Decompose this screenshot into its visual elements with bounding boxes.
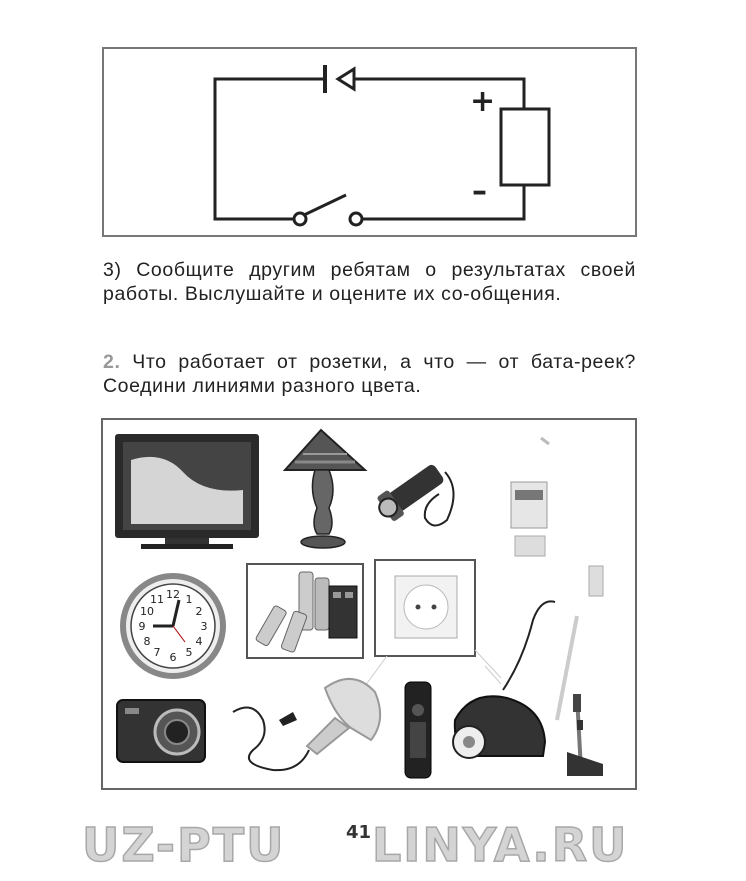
page-number: 41 — [346, 822, 372, 843]
appliances-picture-frame — [101, 418, 637, 790]
clock-number-5: 5 — [185, 646, 193, 659]
watermark-right: LINYA.RU — [372, 818, 629, 872]
clock-number-4: 4 — [195, 635, 203, 648]
circuit-diagram — [104, 49, 635, 235]
switch-contact-right — [350, 213, 362, 225]
clock-number-1: 1 — [185, 593, 193, 606]
tv-image[interactable] — [115, 434, 259, 549]
task-3-text: 3) Сообщите другим ребятам о результатах своей работы. Выслушайте и оцените их со-общения. — [103, 259, 636, 305]
digital-camera-image[interactable] — [117, 700, 205, 762]
clock-number-10: 10 — [140, 605, 154, 618]
power-source-rect — [501, 109, 549, 185]
watermark-left: UZ-PTU — [82, 818, 286, 872]
clock-number-12: 12 — [166, 588, 180, 601]
plus-sign: + — [470, 84, 496, 119]
appliances-illustration — [103, 420, 635, 788]
task-2-number: 2. — [103, 351, 121, 373]
circuit-wire-top — [353, 79, 524, 107]
task-2-text — [103, 350, 636, 398]
table-lamp-image[interactable] — [285, 430, 365, 548]
tv-remote-image[interactable] — [405, 682, 431, 778]
clock-number-6: 6 — [169, 651, 177, 664]
diode-triangle — [338, 69, 354, 89]
circuit-wire-left — [215, 79, 325, 219]
clock-number-3: 3 — [200, 620, 208, 633]
power-socket-image[interactable] — [365, 560, 501, 686]
circuit-diagram-frame — [102, 47, 637, 237]
clock-number-2: 2 — [195, 605, 203, 618]
flashlight-image[interactable] — [372, 460, 453, 526]
task-2-body: Что работает от розетки, а что — от бата-реек? Соедини линиями разного цвета. — [103, 351, 636, 397]
batteries-image[interactable] — [247, 564, 363, 658]
clock-number-11: 11 — [150, 593, 164, 606]
circuit-wire-bottom — [362, 185, 524, 219]
wall-clock-image[interactable] — [123, 576, 223, 676]
clock-number-8: 8 — [143, 635, 151, 648]
clock-number-7: 7 — [153, 646, 161, 659]
switch-lever — [304, 195, 346, 215]
clock-number-9: 9 — [138, 620, 146, 633]
minus-sign: – — [472, 174, 487, 209]
hair-dryer-image[interactable] — [233, 679, 380, 770]
